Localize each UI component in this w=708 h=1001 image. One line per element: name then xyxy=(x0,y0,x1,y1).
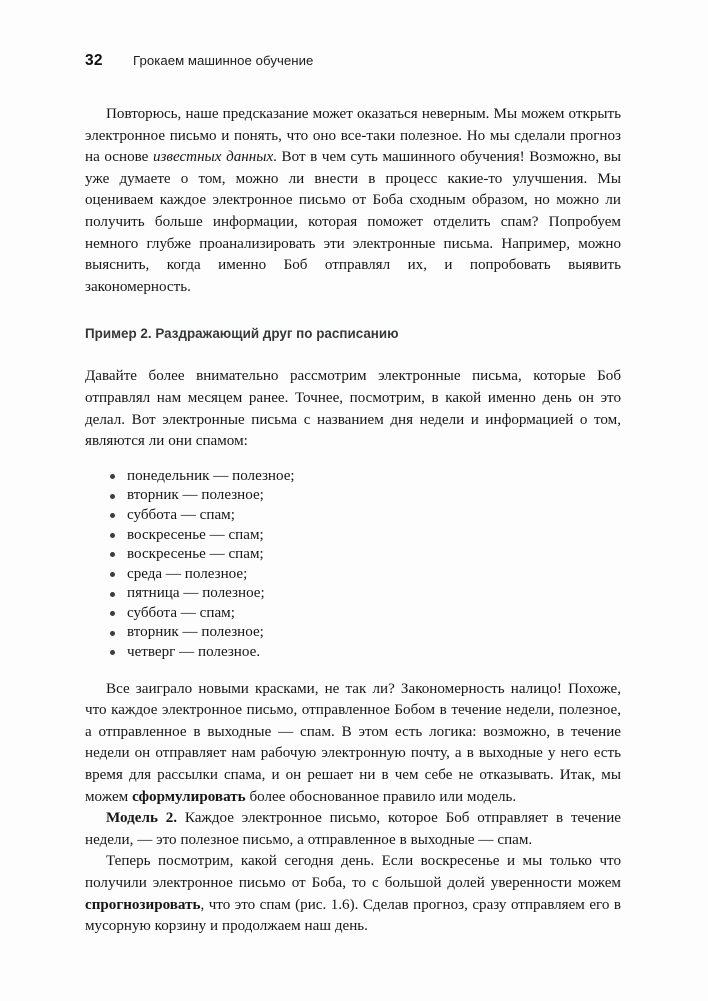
list-item xyxy=(85,584,621,604)
list-item xyxy=(85,565,621,585)
emphasis-bold: Модель 2. xyxy=(106,810,178,827)
text-run: Все заиграло новыми красками, не так ли? Закономерность налицо! Похоже, что каждое электронное письмо, отправленное Бобом в течение недели, полезное, а отправленное в выходные — спам. В этом есть логика: возможно, в течение недели он отправляет нам рабочую электронную почту, а в выходные у него есть время для рассылки спама, и он решает ни в чем себе не отказывать. Итак, мы можем xyxy=(85,680,621,805)
running-head xyxy=(85,52,620,76)
text-run: Повторюсь, наше предсказание может оказаться неверным. Мы можем открыть электронное письмо и понять, что оно все-таки полезное. Но мы сделали прогноз на основе xyxy=(85,106,621,166)
text-run: , что это спам (рис. 1.6). Сделав прогноз, сразу отправляем его в мусорную корзину и продолжаем наш день. xyxy=(85,896,621,935)
text-run: Теперь посмотрим, какой сегодня день. Если воскресенье и мы только что получили электронное письмо от Боба, то с большой долей уверенности можем xyxy=(85,853,621,891)
text-column xyxy=(85,104,621,938)
list-item xyxy=(85,604,621,624)
list-item-label: вторник — полезное; xyxy=(127,487,264,504)
list-item-label: воскресенье — спам; xyxy=(127,526,264,543)
spacer-after-list xyxy=(85,663,621,679)
page-number: 32 xyxy=(85,52,103,69)
running-title: Грокаем машинное обучение xyxy=(133,53,314,68)
bullet-icon xyxy=(110,513,115,518)
list-item-label: вторник — полезное; xyxy=(127,624,264,641)
text-run: более обоснованное правило или модель. xyxy=(245,788,517,805)
paragraph-3 xyxy=(85,679,621,809)
spacer-before-heading xyxy=(85,298,621,325)
bullet-icon xyxy=(110,474,115,479)
list-item xyxy=(85,526,621,546)
paragraph-2 xyxy=(85,366,621,452)
bullet-icon xyxy=(110,650,115,655)
bullet-icon xyxy=(110,552,115,557)
spacer-after-heading xyxy=(85,343,621,366)
list-item xyxy=(85,486,621,506)
paragraph-1 xyxy=(85,104,621,298)
text-run: Каждое электронное письмо, которое Боб отправляет в течение недели, — это полезное письмо, а отправленное в выходные — спам. xyxy=(85,810,622,848)
list-item-label: понедельник — полезное; xyxy=(127,467,295,484)
text-run: Давайте более внимательно рассмотрим электронные письма, которые Боб отправлял нам месяцем ранее. Точнее, посмотрим, в какой именно день он это делал. Вот электронные письма с названием дня недели и информацией о том, являются ли они спамом: xyxy=(85,368,621,450)
emphasis-bold: спрогнозировать xyxy=(85,896,201,913)
list-item xyxy=(85,623,621,643)
paragraph-5 xyxy=(85,851,621,937)
list-item-label: суббота — спам; xyxy=(127,506,235,523)
list-item-label: суббота — спам; xyxy=(127,604,235,621)
day-list xyxy=(85,467,621,663)
emphasis-italic: известных данных xyxy=(152,149,274,166)
list-item-label: воскресенье — спам; xyxy=(127,546,264,563)
bullet-icon xyxy=(110,592,115,597)
bullet-icon xyxy=(110,572,115,577)
list-item xyxy=(85,643,621,663)
spacer-before-list xyxy=(85,453,621,467)
list-item xyxy=(85,506,621,526)
paragraph-4 xyxy=(85,808,621,851)
text-run: . Вот в чем суть машинного обучения! Возможно, вы уже думаете о том, можно ли внести в процесс какие-то улучшения. Мы оцениваем каждое электронное письмо от Боба сходным образом, но можно ли получить больше информации, которая поможет отделить спам? Попробуем немного глубже проанализировать эти электронные письма. Например, можно выяснить, когда именно Боб отправлял их, и попробовать выявить закономерность. xyxy=(85,149,621,295)
list-item-label: пятница — полезное; xyxy=(127,585,265,602)
example-heading: Пример 2. Раздражающий друг по расписанию xyxy=(85,326,399,342)
bullet-icon xyxy=(110,631,115,636)
list-item-label: среда — полезное; xyxy=(127,565,248,582)
list-item xyxy=(85,467,621,487)
list-item-label: четверг — полезное. xyxy=(127,644,261,661)
bullet-icon xyxy=(110,611,115,616)
emphasis-bold: сформулировать xyxy=(132,788,246,805)
bullet-icon xyxy=(110,533,115,538)
list-item xyxy=(85,545,621,565)
bullet-icon xyxy=(110,494,115,499)
